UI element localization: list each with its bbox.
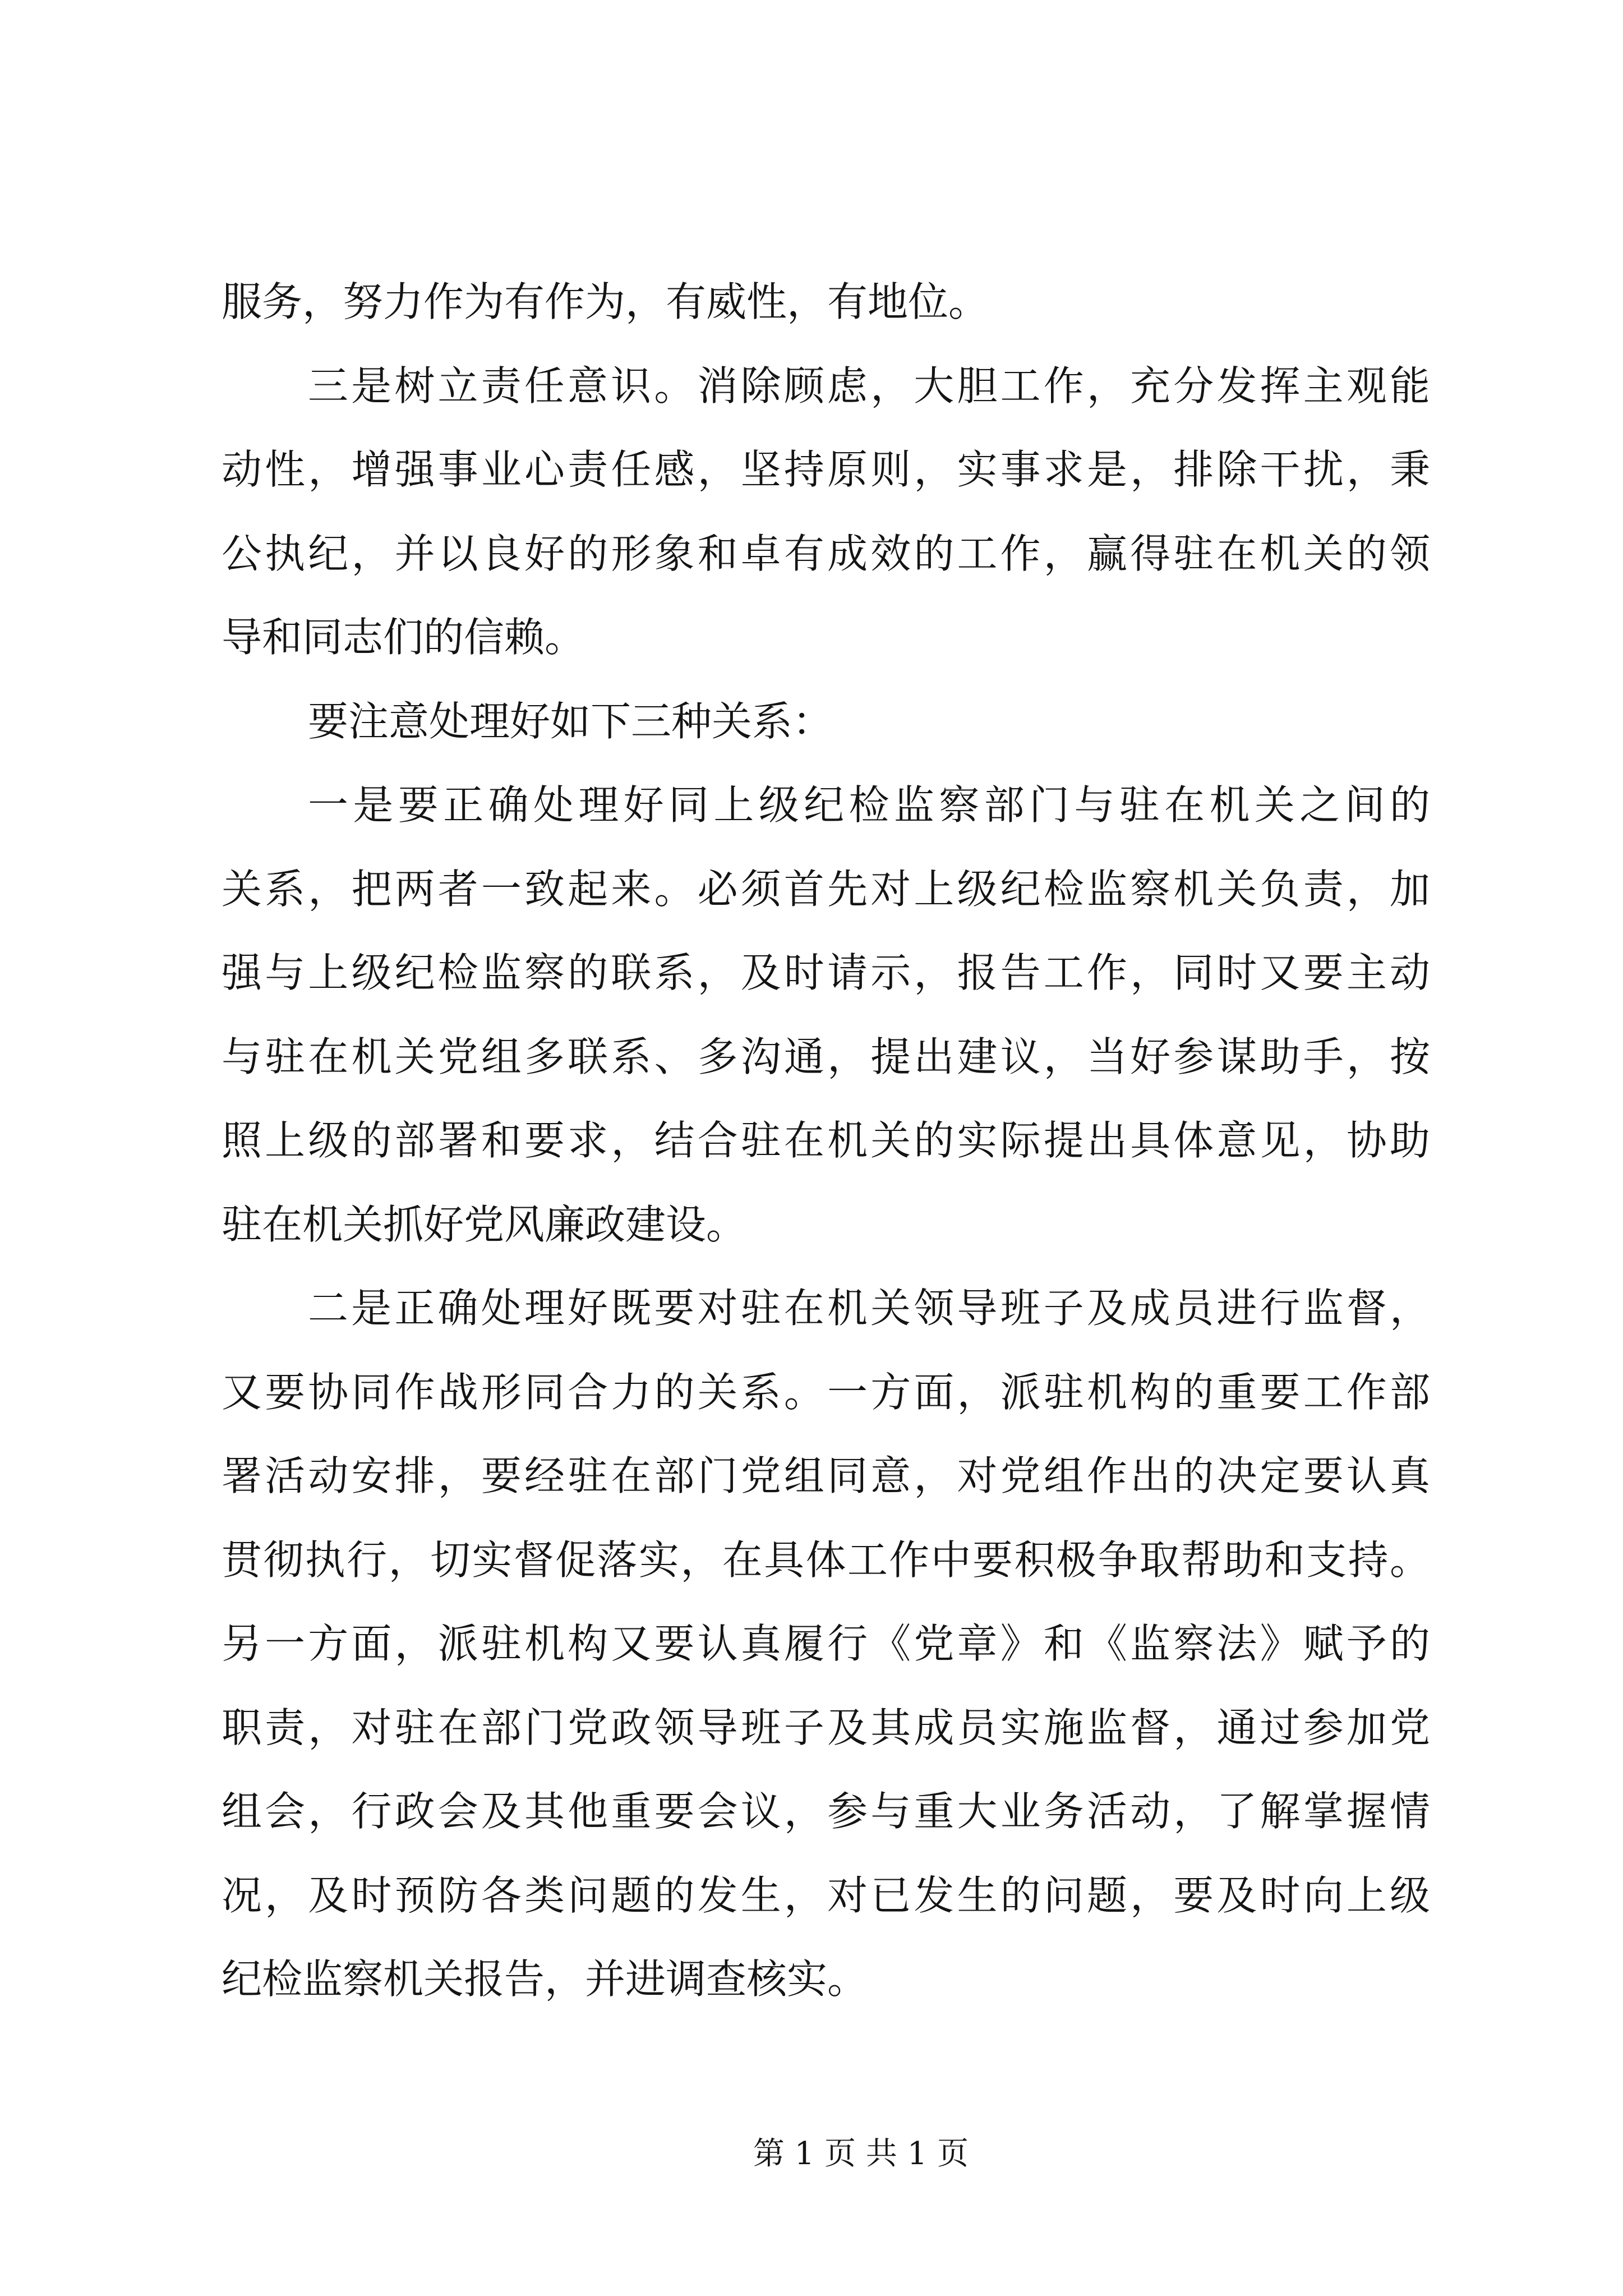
text-line: 一是要正确处理好同上级纪检监察部门与驻在机关之间的 <box>308 781 1430 829</box>
text-line: 强与上级纪检监察的联系，及时请示，报告工作，同时又要主动 <box>222 949 1430 996</box>
text-line: 又要协同作战形同合力的关系。一方面，派驻机构的重要工作部 <box>222 1368 1430 1416</box>
text-line: 驻在机关抓好党风廉政建设。 <box>222 1200 747 1248</box>
text-line: 贯彻执行，切实督促落实，在具体工作中要积极争取帮助和支持。 <box>222 1536 1430 1584</box>
text-line: 公执纪，并以良好的形象和卓有成效的工作，赢得驻在机关的领 <box>222 530 1430 577</box>
text-line: 动性，增强事业心责任感，坚持原则，实事求是，排除干扰，秉 <box>222 446 1430 493</box>
paragraph <box>222 680 1430 764</box>
text-line: 况，及时预防各类问题的发生，对已发生的问题，要及时向上级 <box>222 1871 1430 1919</box>
text-line: 与驻在机关党组多联系、多沟通，提出建议，当好参谋助手，按 <box>222 1033 1430 1080</box>
paragraph <box>222 344 1430 680</box>
text-line: 二是正确处理好既要对驻在机关领导班子及成员进行监督， <box>308 1285 1430 1332</box>
text-line: 组会，行政会及其他重要会议，参与重大业务活动，了解掌握情 <box>222 1788 1430 1835</box>
text-line: 要注意处理好如下三种关系： <box>308 697 833 745</box>
text-line: 三是树立责任意识。消除顾虑，大胆工作，充分发挥主观能 <box>308 362 1430 409</box>
text-line: 导和同志们的信赖。 <box>222 614 585 661</box>
text-line: 署活动安排，要经驻在部门党组同意，对党组作出的决定要认真 <box>222 1452 1430 1499</box>
paragraph <box>222 763 1430 1267</box>
page-number-footer: 第 1 页 共 1 页 <box>753 2136 969 2172</box>
text-line: 职责，对驻在部门党政领导班子及其成员实施监督，通过参加党 <box>222 1704 1430 1751</box>
text-line: 照上级的部署和要求，结合驻在机关的实际提出具体意见，协助 <box>222 1117 1430 1164</box>
paragraph <box>222 260 1430 344</box>
document-body <box>222 260 1430 2022</box>
text-line: 服务，努力作为有作为，有威性，有地位。 <box>222 278 989 325</box>
text-line: 关系，把两者一致起来。必须首先对上级纪检监察机关负责，加 <box>222 865 1430 913</box>
paragraph <box>222 1267 1430 2022</box>
text-line: 纪检监察机关报告，并进调查核实。 <box>222 1955 868 2003</box>
text-line: 另一方面，派驻机构又要认真履行《党章》和《监察法》赋予的 <box>222 1620 1430 1667</box>
